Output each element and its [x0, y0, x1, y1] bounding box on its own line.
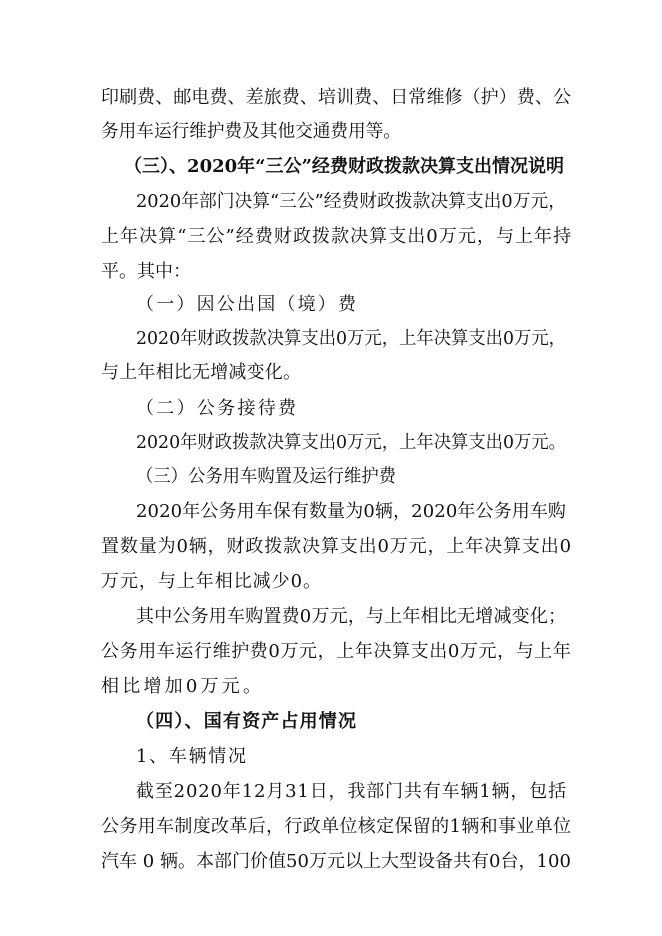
body-text-line: 置数量为0辆，财政拨款决算支出0万元，上年决算支出0: [101, 536, 572, 557]
subsection-heading: （一）因公出国（境）费: [136, 294, 359, 315]
body-text-line: 2020年财政拨款决算支出0万元，上年决算支出0万元，: [136, 328, 567, 349]
body-text-line: 公务用车制度改革后，行政单位核定保留的1辆和事业单位: [101, 816, 572, 837]
body-text-line: 相比增加0万元。: [101, 676, 265, 697]
body-text-line: 公务用车运行维护费0万元，上年决算支出0万元，与上年: [101, 641, 572, 662]
body-text-line: 印刷费、邮电费、差旅费、培训费、日常维修（护）费、公: [101, 87, 572, 108]
body-text-line: 万元，与上年相比减少0。: [101, 571, 322, 592]
body-text-line: 上年决算“三公”经费财政拨款决算支出0万元，与上年持: [101, 226, 573, 247]
body-text-line: 平。其中：: [101, 261, 191, 282]
section-heading: （四）、国有资产占用情况: [136, 711, 358, 732]
body-text-line: 汽车 0 辆。本部门价值50万元以上大型设备共有0台，100: [101, 851, 571, 872]
subsection-heading: （三）公务用车购置及运行维护费: [136, 466, 397, 487]
subsection-heading: 1、车辆情况: [136, 746, 248, 767]
body-text-line: 务用车运行维护费及其他交通费用等。: [101, 121, 402, 142]
subsection-heading: （二）公务接待费: [136, 398, 299, 419]
body-text-line: 2020年财政拨款决算支出0万元，上年决算支出0万元。: [136, 432, 567, 453]
body-text-line: 2020年部门决算“三公”经费财政拨款决算支出0万元，: [136, 191, 567, 212]
body-text-line: 其中公务用车购置费0万元，与上年相比无增减变化；: [136, 606, 567, 627]
body-text-line: 截至2020年12月31日，我部门共有车辆1辆，包括: [136, 781, 567, 802]
section-heading: （三）、2020年“三公”经费财政拨款决算支出情况说明: [124, 156, 565, 177]
body-text-line: 与上年相比无增减变化。: [101, 362, 302, 383]
body-text-line: 2020年公务用车保有数量为0辆，2020年公务用车购: [136, 501, 567, 522]
